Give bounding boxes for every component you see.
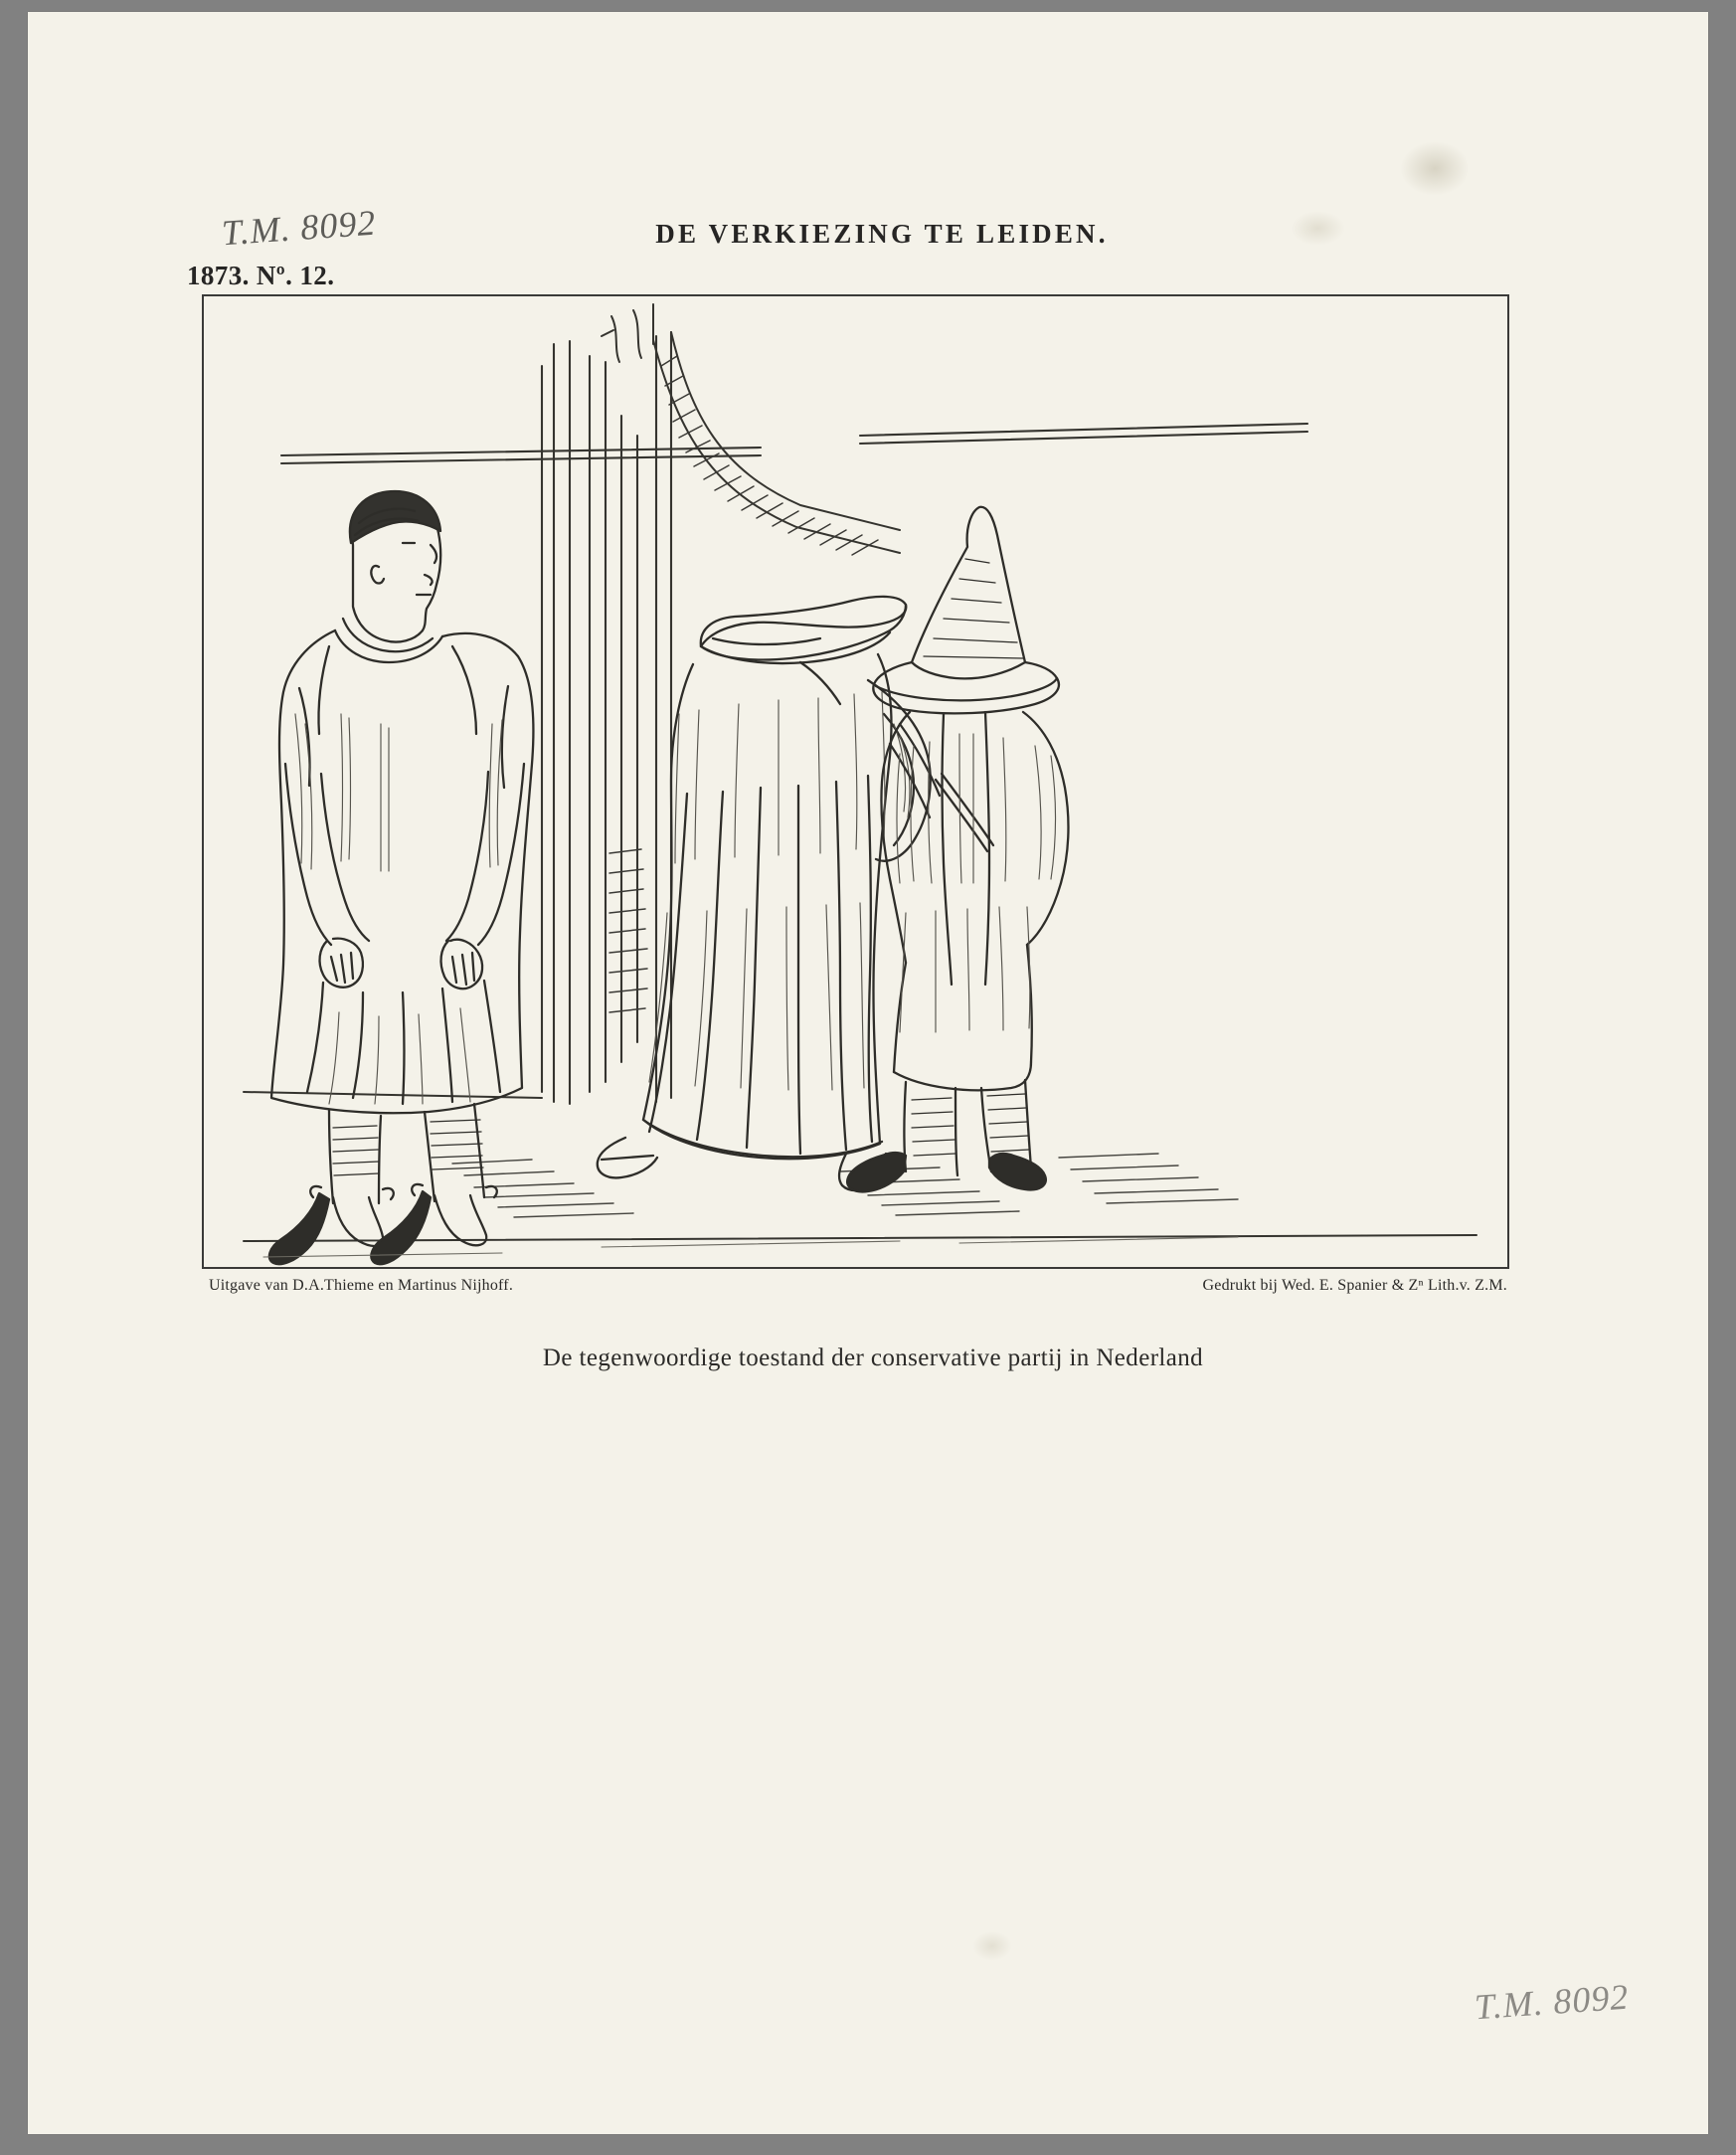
paper-stain <box>972 1931 1012 1961</box>
print-sheet <box>28 12 1708 2134</box>
print-title: DE VERKIEZING TE LEIDEN. <box>655 219 1109 249</box>
publisher-credit: Uitgave van D.A.Thieme en Martinus Nijhoff. <box>209 1277 514 1294</box>
illustration-frame <box>202 294 1509 1269</box>
inventory-inscription-bottom: T.M. 8092 <box>1473 1976 1631 2028</box>
inventory-inscription-top: T.M. 8092 <box>220 202 378 254</box>
paper-stain <box>1400 141 1470 196</box>
issue-number: 1873. Nº. 12. <box>187 261 335 290</box>
print-caption: De tegenwoordige toestand der conservative partij in Nederland <box>542 1345 1204 1371</box>
lithograph-illustration <box>204 296 1507 1267</box>
printer-credit: Gedrukt bij Wed. E. Spanier & Zⁿ Lith.v. Z.M. <box>1202 1277 1507 1294</box>
